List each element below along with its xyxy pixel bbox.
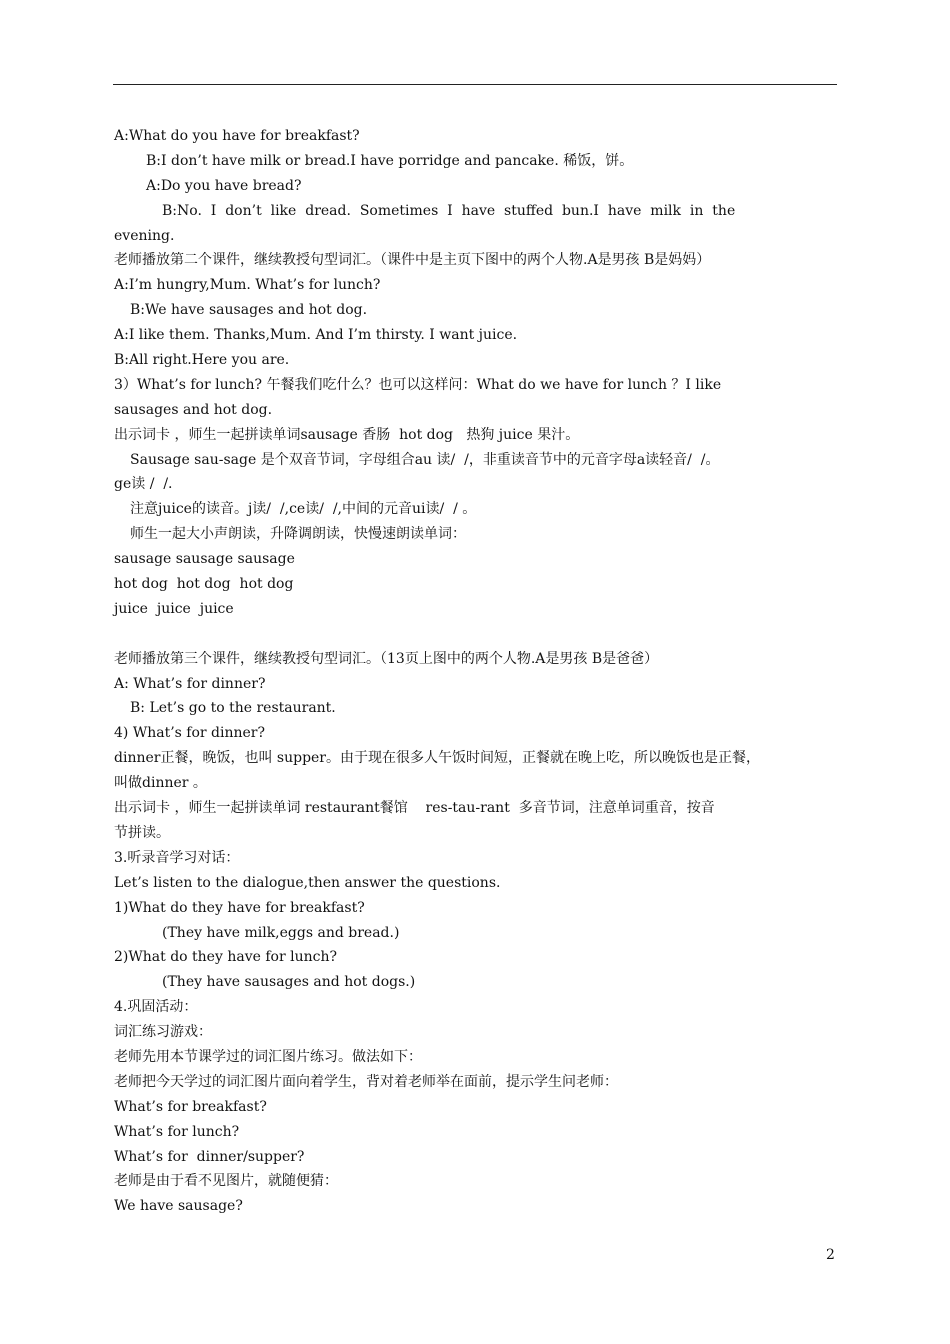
text-line-14: Sausage sau-sage 是个双音节词，字母组合au 读/ /，非重读音节中的元音字母a读轻音/ /。 [130, 451, 720, 468]
document-body [114, 124, 854, 1219]
text-line-33: (They have milk,eggs and bread.) [162, 924, 400, 941]
text-line-30: 3.听录音学习对话： [114, 849, 240, 866]
text-line-23: A: What’s for dinner? [114, 675, 266, 692]
text-line-3: A:Do you have bread? [146, 177, 302, 194]
text-line-5: evening. [114, 227, 175, 244]
text-line-20: juice juice juice [114, 600, 234, 617]
text-line-32: 1)What do they have for breakfast? [114, 899, 365, 916]
text-line-41: What’s for lunch? [114, 1123, 240, 1140]
text-line-42: What’s for dinner/supper? [114, 1148, 305, 1165]
text-line-18: sausage sausage sausage [114, 551, 295, 568]
text-line-15: ge读 / /. [114, 476, 173, 493]
text-line-28: 出示词卡 ，师生一起拼读单词 restaurant餐馆 res-tau-rant 多音节词，注意单词重音，按音 [114, 800, 715, 817]
text-line-38: 老师先用本节课学过的词汇图片练习。做法如下： [114, 1048, 422, 1065]
text-line-22: 老师播放第三个课件，继续教授句型词汇。（13页上图中的两个人物.A是男孩 B是爸爸） [114, 650, 659, 667]
text-line-11: 3）What’s for lunch? 午餐我们吃什么？也可以这样问：What do we have for lunch ？I like [114, 376, 722, 393]
text-line-1: A:What do you have for breakfast? [114, 128, 360, 144]
text-line-8: B:We have sausages and hot dog. [130, 302, 368, 319]
text-line-2: B:I don’t have milk or bread.I have porridge and pancake. 稀饭，饼。 [146, 152, 634, 169]
text-line-9: A:I like them. Thanks,Mum. And I’m thirsty. I want juice. [114, 327, 518, 344]
page-number: 2 [826, 1247, 835, 1263]
text-line-13: 出示词卡 ，师生一起拼读单词sausage 香肠 hot dog 热狗 juice 果汁。 [114, 426, 580, 443]
text-line-36: 4.巩固活动： [114, 999, 198, 1016]
text-line-12: sausages and hot dog. [114, 401, 273, 418]
text-line-31: Let’s listen to the dialogue,then answer the questions. [114, 874, 501, 891]
text-line-29: 节拼读。 [114, 824, 170, 841]
text-line-27: 叫做dinner 。 [114, 775, 207, 792]
text-line-39: 老师把今天学过的词汇图片面向着学生，背对着老师举在面前，提示学生问老师： [114, 1073, 618, 1090]
text-line-4: B:No. I don’t like dread. Sometimes I have stuffed bun.I have milk in the [162, 202, 736, 219]
text-line-16: 注意juice的读音。j读/ /,ce读/ /,中间的元音ui读/ / 。 [130, 501, 477, 518]
text-line-26: dinner正餐，晚饭，也叫 supper。由于现在很多人午饭时间短，正餐就在晚上吃，所以晚饭也是正餐， [114, 750, 761, 767]
text-line-24: B: Let’s go to the restaurant. [130, 700, 336, 717]
text-line-34: 2)What do they have for lunch? [114, 949, 337, 966]
text-line-37: 词汇练习游戏： [114, 1024, 212, 1041]
text-line-35: (They have sausages and hot dogs.) [162, 974, 416, 991]
text-line-17: 师生一起大小声朗读，升降调朗读，快慢速朗读单词： [130, 526, 466, 543]
text-line-43: 老师是由于看不见图片，就随便猜： [114, 1173, 338, 1190]
text-line-25: 4) What’s for dinner? [114, 725, 265, 742]
header-rule [113, 84, 837, 85]
text-line-40: What’s for breakfast? [114, 1098, 267, 1115]
blank-line [114, 622, 854, 647]
text-line-6: 老师播放第二个课件，继续教授句型词汇。（课件中是主页下图中的两个人物.A是男孩 B是妈妈） [114, 252, 711, 269]
text-line-44: We have sausage? [114, 1198, 243, 1215]
text-line-19: hot dog hot dog hot dog [114, 576, 294, 593]
text-line-10: B:All right.Here you are. [114, 352, 290, 369]
text-line-7: A:I’m hungry,Mum. What’s for lunch? [114, 277, 381, 294]
